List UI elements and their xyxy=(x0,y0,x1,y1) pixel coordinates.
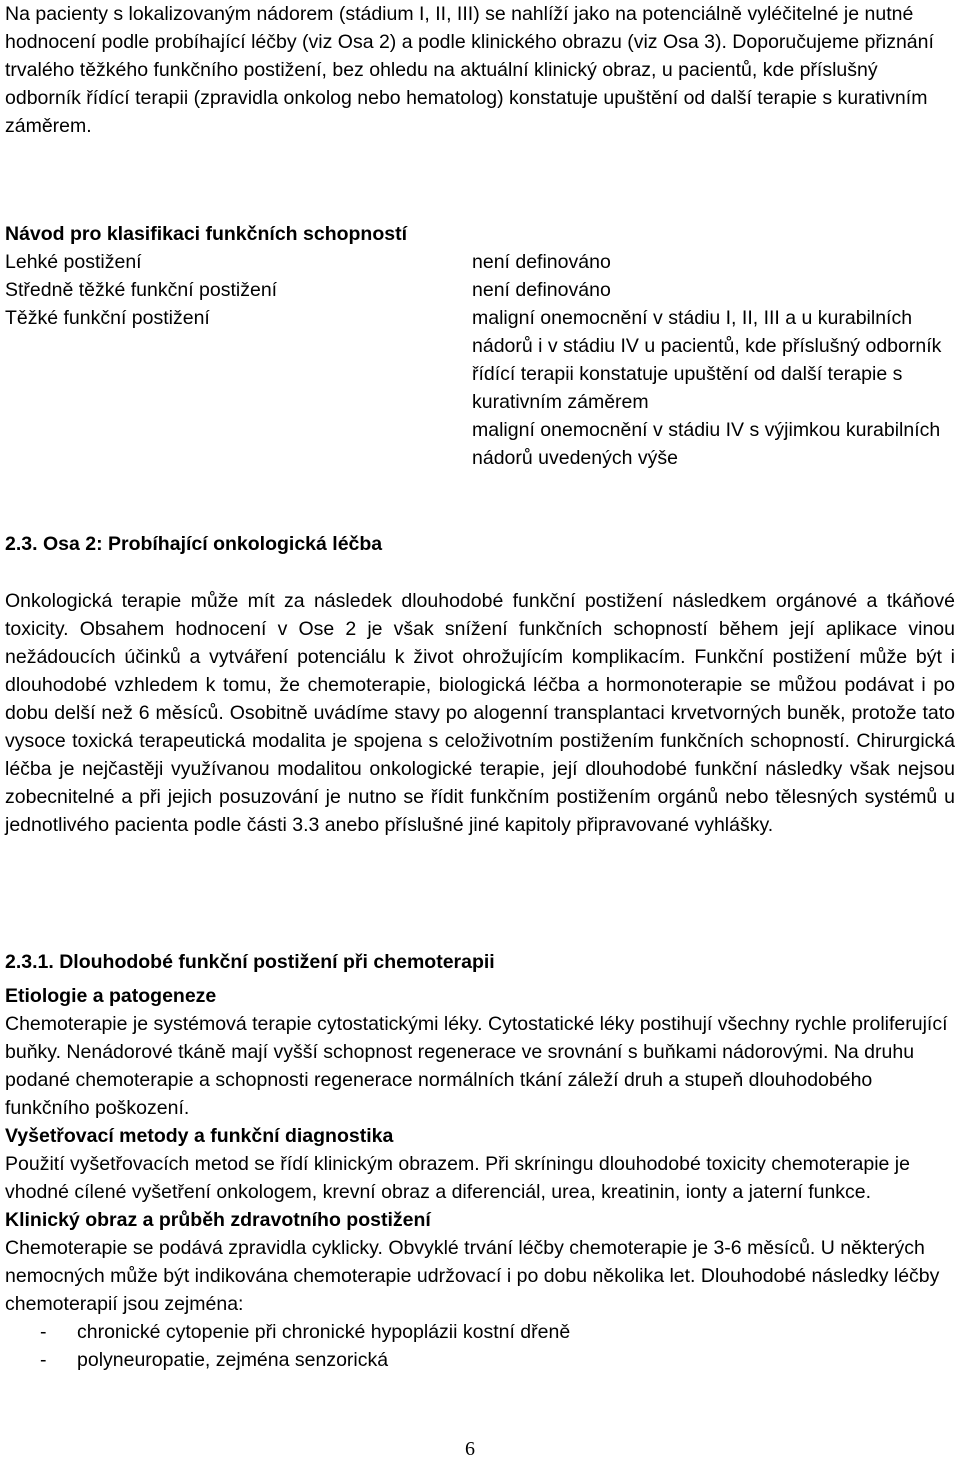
intro-block xyxy=(5,0,955,140)
dlouhodobe-nasledky-list xyxy=(5,1318,955,1374)
klasifikace-value: maligní onemocnění v stádiu I, II, III a u kurabilních nádorů i v stádiu IV u pacientů, kde příslušný odborník řídící terapii konstatuje upuštění od další terapie s kurativním záměrem xyxy=(472,307,942,413)
vysetrovaci-paragraph: Použití vyšetřovacích metod se řídí klinickým obrazem. Při skríningu dlouhodobé toxicity chemoterapie je vhodné cílené vyšetření onkologem, krevní obraz a diferenciál, urea, kreatinin, ionty a jaterní funkce. xyxy=(5,1153,910,1203)
klasifikace-value-secondary: maligní onemocnění v stádiu IV s výjimkou kurabilních nádorů uvedených výše xyxy=(472,419,941,469)
etiologie-paragraph: Chemoterapie je systémová terapie cytostatickými léky. Cytostatické léky postihují všechny rychle proliferující buňky. Nenádorové tkáně mají vyšší schopnost regenerace ve srovnání s buňkami nádorovými. Na druhu podané chemoterapie a schopnosti regenerace normálních tkání záleží druh a stupeň dlouhodobého funkčního poškození. xyxy=(5,1013,948,1119)
list-item xyxy=(5,1318,955,1346)
list-item xyxy=(5,1346,955,1374)
list-item-text: polyneuropatie, zejména senzorická xyxy=(77,1349,389,1371)
section-2-3-paragraph: Onkologická terapie může mít za následek dlouhodobé funkční postižení následkem orgánové a tkáňové toxicity. Obsahem hodnocení v Ose 2 je však snížení funkčních schopností během její aplikace vinou nežádoucích účinků a vytváření potenciálu k život ohrožujícím komplikacím. Funkční postižení může být i dlouhodobé vzhledem k tomu, že chemoterapie, biologická léčba a hormonoterapie se můžou podávat i po dobu delší než 6 měsíců. Osobitně uvádíme stavy po alogenní transplantaci krvetvorných buněk, protože tato vysoce toxická terapeutická modalita je spojena s celoživotním postižením funkčních schopností. Chirurgická léčba je nejčastěji využívanou modalitou onkologické terapie, její dlouhodobé funkční následky však nejsou zobecnitelné a při jejich posuzování je nutno se řídit funkčním postižením orgánů nebo tělesných systémů u jednotlivého pacienta podle části 3.3 anebo příslušné jiné kapitoly připravované vyhlášky. xyxy=(5,590,955,836)
klinicky-paragraph: Chemoterapie se podává zpravidla cyklicky. Obvyklé trvání léčby chemoterapie je 3-6 měsíců. U některých nemocných může být indikována chemoterapie udržovací i po dobu několika let. Dlouhodobé následky léčby chemoterapií jsou zejména: xyxy=(5,1237,940,1315)
section-2-3-1-body xyxy=(5,982,955,1374)
dash-bullet: - xyxy=(40,1321,47,1343)
klasifikace-value: není definováno xyxy=(472,251,611,273)
dash-bullet: - xyxy=(40,1349,47,1371)
klasifikace-value-group xyxy=(472,304,955,472)
section-2-3-body xyxy=(5,587,955,839)
klasifikace-label: Lehké postižení xyxy=(5,251,142,273)
klinicky-heading: Klinický obraz a průběh zdravotního postižení xyxy=(5,1209,431,1231)
klasifikace-value: není definováno xyxy=(472,279,611,301)
klasifikace-label: Těžké funkční postižení xyxy=(5,307,210,329)
section-heading-2-3-1: 2.3.1. Dlouhodobé funkční postižení při chemoterapii xyxy=(5,951,495,973)
page-number: 6 xyxy=(465,1438,475,1460)
etiologie-heading: Etiologie a patogeneze xyxy=(5,985,217,1007)
section-heading-2-3: 2.3. Osa 2: Probíhající onkologická léčba xyxy=(5,533,383,555)
intro-paragraph: Na pacienty s lokalizovaným nádorem (stádium I, II, III) se nahlíží jako na potenciálně vyléčitelné je nutné hodnocení podle probíhající léčby (viz Osa 2) a podle klinického obrazu (viz Osa 3). Doporučujeme přiznání trvalého těžkého funkčního postižení, bez ohledu na aktuální klinický obraz, u pacientů, kde příslušný odborník řídící terapii (zpravidla onkolog nebo hematolog) konstatuje upuštění od další terapie s kurativním záměrem. xyxy=(5,3,934,137)
klasifikace-title: Návod pro klasifikaci funkčních schopností xyxy=(5,223,408,245)
list-item-text: chronické cytopenie při chronické hypoplázii kostní dřeně xyxy=(77,1321,571,1343)
vysetrovaci-heading: Vyšetřovací metody a funkční diagnostika xyxy=(5,1125,394,1147)
klasifikace-label: Středně těžké funkční postižení xyxy=(5,279,278,301)
